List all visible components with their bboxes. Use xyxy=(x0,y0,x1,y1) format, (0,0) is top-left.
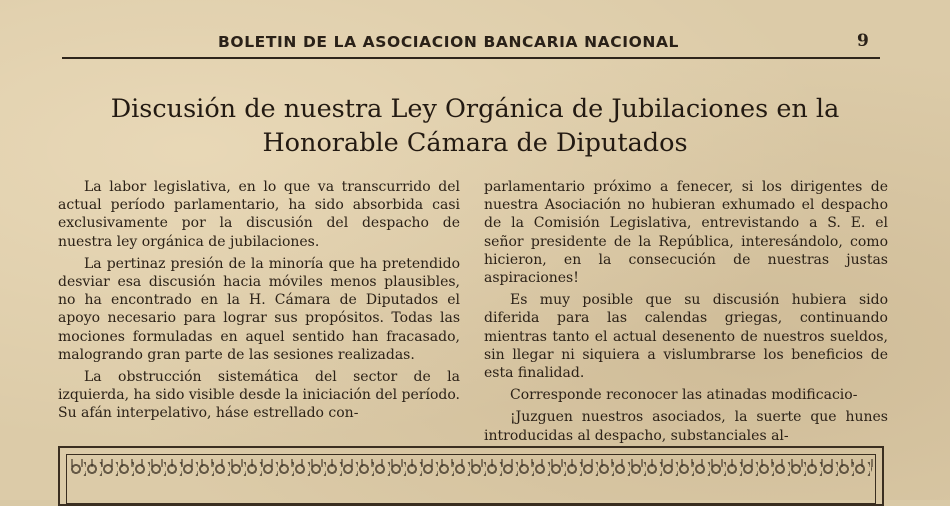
paragraph: La pertinaz presión de la minoría que ha pretendido desviar esa discusión hacia móviles menos plausibles, no ha encontrado en la H. Cámara de Diputados el apoyo necesario para lograr sus propósitos. Todas las mociones formuladas en aquel sentido han fracasado, malogrando gran parte de las sesiones realizadas. xyxy=(58,255,460,363)
paragraph: La labor legislativa, en lo que va transcurrido del actual período parlamentario, ha sido absorbida casi exclusivamente por la discusión del despacho de nuestra ley orgánica de jubilaciones. xyxy=(58,179,460,250)
title-line-1: Discusión de nuestra Ley Orgánica de Jubilaciones en la xyxy=(110,94,840,124)
right-column xyxy=(484,178,888,449)
paragraph: La obstrucción sistemática del sector de la izquierda, ha sido visible desde la iniciación del período. Su afán interpelativo, háse estrellado con- xyxy=(58,369,460,422)
left-column xyxy=(58,178,460,427)
page-number: 9 xyxy=(857,31,869,51)
ornamental-chain-pattern xyxy=(70,462,872,476)
header-rule xyxy=(62,57,880,59)
paragraph: parlamentario próximo a fenecer, si los dirigentes de nuestra Asociación no hubieran exhumado el despacho de la Comisión Legislativa, entrevistando a S. E. el señor presidente de la República, interesándolo, como hicieron, en la consecución de nuestras justas aspiraciones! xyxy=(484,179,888,287)
running-header: BOLETIN DE LA ASOCIACION BANCARIA NACIONAL xyxy=(218,33,680,51)
paragraph: Corresponde reconocer las atinadas modificacio- xyxy=(510,387,858,404)
paragraph: Es muy posible que su discusión hubiera sido diferida para las calendas griegas, continuando mientras tanto el actual desenento de nuestros sueldos, sin llegar ni siquiera a vislumbrarse los beneficios de esta finalidad. xyxy=(484,292,888,382)
article-title xyxy=(60,92,890,160)
paragraph: ¡Juzguen nuestros asociados, la suerte que hunes introducidas al despacho, substanciales al- xyxy=(484,409,888,444)
title-line-2: Honorable Cámara de Diputados xyxy=(262,128,688,158)
